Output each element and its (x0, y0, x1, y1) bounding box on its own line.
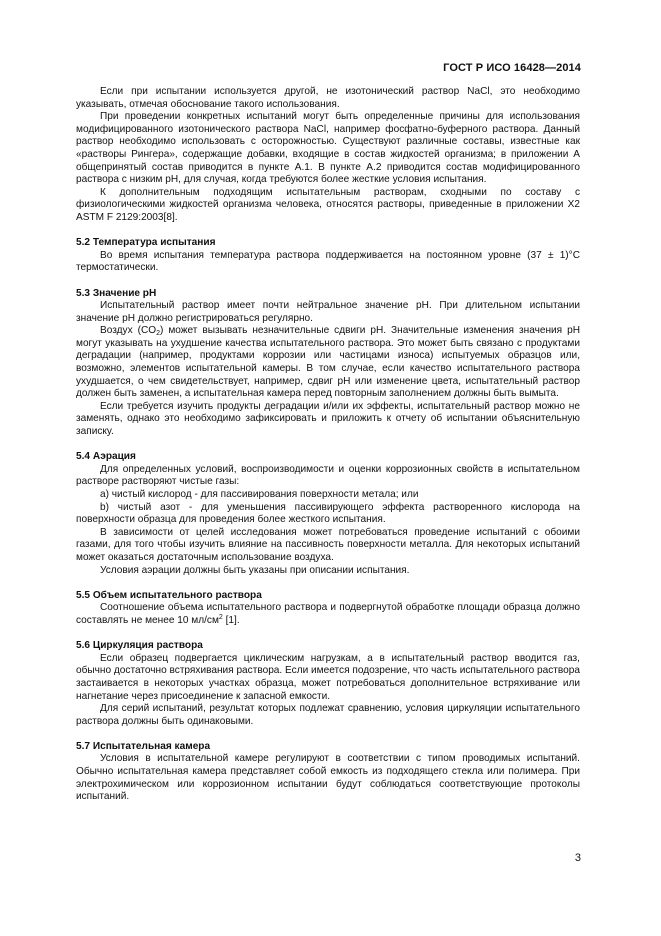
section-5-7-paragraph: Условия в испытательной камере регулируют в соответствии с типом проводимых испытаний. Обычно испытательная камера представляет собой емкость из подходящего стекла или полимера. При электрохимическом или коррозионном испытании будут соблюдаться соответствующие протоколы испытаний. (76, 753, 580, 803)
section-5-2-paragraph: Во время испытания температура раствора поддерживается на постоянном уровне (37 ± 1)°С термостатически. (76, 249, 580, 274)
co2-text: Воздух (CO (100, 325, 157, 337)
reference-text: [1]. (222, 614, 240, 626)
section-heading-5-7: 5.7 Испытательная камера (76, 740, 211, 752)
section-heading-5-3: 5.3 Значение pH (76, 287, 157, 299)
section-heading-5-4: 5.4 Аэрация (76, 451, 136, 463)
section-5-3-paragraph: Испытательный раствор имеет почти нейтральное значение pH. При длительном испытании значение pH должно регистрироваться регулярно. (76, 300, 580, 324)
section-heading-5-6: 5.6 Циркуляция раствора (76, 640, 203, 652)
section-5-3-paragraph (76, 325, 580, 401)
list-item-a: а) чистый кислород - для пассивирования поверхности метала; или (100, 489, 419, 500)
volume-text: Соотношение объема испытательного раствора и подвергнутой обработке площади образца должно составлять не менее 10 мл/см (76, 602, 580, 626)
document-body (76, 86, 580, 804)
section-5-3-paragraph: Если требуется изучить продукты деградации и/или их эффекты, испытательный раствор можно не заменять, однако это необходимо зафиксировать и приложить к отчету об испытании объяснительную записку. (76, 400, 580, 438)
ph-text: ) может вызывать незначительные сдвиги pH. Значительные изменения значения pH могут указывать на ухудшение качества испытательного раствора. Это может быть связано с продуктами деградации (например, продуктами коррозии или частицами износа) испытуемых образцов или, возможно, элементов испытательной камеры. В том случае, если качество испытательного раствора ухудшается, о чем свидетельствует, например, сдвиг pH или изменение цвета, испытательный раствор должен быть заменен, а испытательная камера перед повторным заполнением должны быть вымыта. (76, 325, 580, 400)
section-5-4-paragraph: Условия аэрации должны быть указаны при описании испытания. (100, 564, 410, 576)
section-5-5-paragraph (76, 602, 580, 627)
section-5-4-paragraph: Для определенных условий, воспроизводимости и оценки коррозионных свойств в испытательном растворе растворяют чистые газы: (76, 463, 580, 488)
section-5-6-paragraph: Если образец подвергается циклическим нагрузкам, а в испытательный раствор вводится газ, обычно достаточно встряхивания раствора. Если имеется подозрение, что часть испытательного раствора застаивается в некоторых участках образца, может потребоваться дополнительное встряхивание или нагнетание через присоединение к запасной емкости. (76, 652, 580, 702)
page-number: 3 (574, 852, 581, 864)
co2-subscript: 2 (156, 330, 160, 338)
cm2-superscript: 2 (218, 613, 223, 621)
intro-paragraph: Если при испытании используется другой, не изотонический раствор NaCl, это необходимо указывать, отмечая обоснование такого использования. (76, 86, 580, 110)
list-item-b: b) чистый азот - для уменьшения пассивирующего эффекта растворенного кислорода на поверхности образца для проведения более жесткого испытания. (76, 501, 580, 526)
intro-paragraph: При проведении конкретных испытаний могут быть определенные причины для использования модифицированного изотонического раствора NaCl, например фосфатно-буферного раствора. Данный раствор необходимо использовать с осторожностью. Существуют различные составы, известные как «растворы Рингера», содержащие добавки, входящие в состав жидкостей организма; в приложении А общепринятый состав приводится в пункте А.1. В пункте А.2 приводится состав модифицированного раствора с низким pH, для случая, когда требуются более жесткие условия испытания. (76, 111, 580, 186)
intro-paragraph: К дополнительным подходящим испытательным растворам, сходными по составу с физиологическими жидкостей организма человека, относятся растворы, приведенные в приложении X2 ASTM F 2129:2003[8]. (76, 186, 580, 223)
standard-header: ГОСТ Р ИСО 16428—2014 (443, 62, 581, 74)
section-5-6-paragraph: Для серий испытаний, результат которых подлежат сравнению, условия циркуляции испытательного раствора должны быть одинаковыми. (76, 703, 580, 727)
section-5-4-paragraph: В зависимости от целей исследования может потребоваться проведение испытаний с обоими газами, для того чтобы изучить влияние на пассивность поверхности металла. Для некоторых испытаний может оказаться достаточным использование воздуха. (76, 526, 580, 563)
section-heading-5-2: 5.2 Температура испытания (76, 237, 216, 249)
section-heading-5-5: 5.5 Объем испытательного раствора (76, 589, 262, 601)
